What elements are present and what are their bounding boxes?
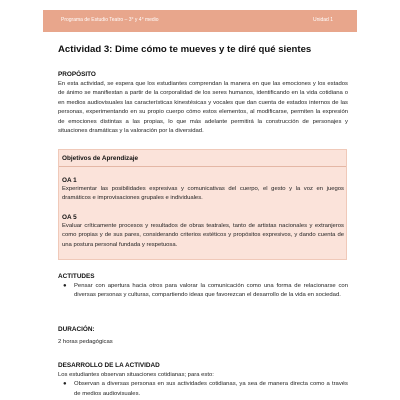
oa5-block <box>62 214 344 250</box>
actitudes-heading: ACTITUDES <box>58 273 95 280</box>
desarrollo-list-item <box>58 380 348 399</box>
bullet-icon: ● <box>63 283 67 289</box>
desarrollo-intro: Los estudiantes observan situaciones cotidianas; para esto: <box>58 372 214 378</box>
oa1-title: OA 1 <box>62 177 77 184</box>
actitudes-bullet-text: Pensar con apertura hacia otros para valorar la comunicación como una forma de relacionarse con diversas personas y culturas, compartiendo ideas que favorezcan el desarrollo de la vida en sociedad. <box>74 283 348 299</box>
objetivos-box <box>58 149 347 260</box>
proposito-text: En esta actividad, se espera que los estudiantes comprendan la manera en que las emociones y los estados de ánimo se manifiestan a partir de la corporalidad de los seres humanos, identificando en la vida cotidiana o en medios audiovisuales las características kinestésicas y vocales que dan cuenta de estados internos de las personas, experimentando en su propio cuerpo cómo estos elementos, al modificarse, permiten la expresión de emociones distintas a las propias, lo que más adelante permitirá la construcción de personajes y situaciones dramáticas y la valoración por la diversidad. <box>58 81 348 135</box>
oa5-text: Evaluar críticamente procesos y resultados de obras teatrales, tanto de artistas nacionales y extranjeros como propias y de sus pares, considerando criterios estéticos y propósitos expresivos, y dando cuenta de una postura personal fundada y respetuosa. <box>62 223 344 248</box>
desarrollo-section <box>58 362 348 399</box>
objetivos-heading: Objetivos de Aprendizaje <box>62 155 139 162</box>
desarrollo-bullet-text: Observan a diversas personas en sus actividades cotidianas, ya sea de manera directa como a través de medios audiovisuales. <box>74 381 348 397</box>
duracion-section <box>58 326 348 347</box>
proposito-heading: PROPÓSITO <box>58 71 96 78</box>
oa1-block <box>62 177 344 204</box>
program-label: Programa de Estudio Teatro – 3° y 4° medio <box>61 17 159 23</box>
unit-label: Unidad 1 <box>312 17 333 23</box>
objetivos-divider <box>59 166 346 167</box>
actitudes-list-item <box>58 282 348 301</box>
duracion-text: 2 horas pedagógicas <box>58 339 113 345</box>
activity-title: Actividad 3: Dime cómo te mueves y te diré qué sientes <box>58 44 312 55</box>
bullet-icon: ● <box>63 381 67 388</box>
desarrollo-heading: DESARROLLO DE LA ACTIVIDAD <box>58 362 160 369</box>
oa1-text: Experimentar las posibilidades expresivas y comunicativas del cuerpo, el gesto y la voz en juegos dramáticos e improvisaciones grupales e individuales. <box>62 186 344 202</box>
actitudes-section <box>58 273 348 301</box>
duracion-heading: DURACIÓN: <box>58 326 95 333</box>
oa5-title: OA 5 <box>62 214 77 221</box>
proposito-section <box>58 71 348 136</box>
activity-title-wrap <box>58 44 311 55</box>
header-bar <box>43 10 357 32</box>
